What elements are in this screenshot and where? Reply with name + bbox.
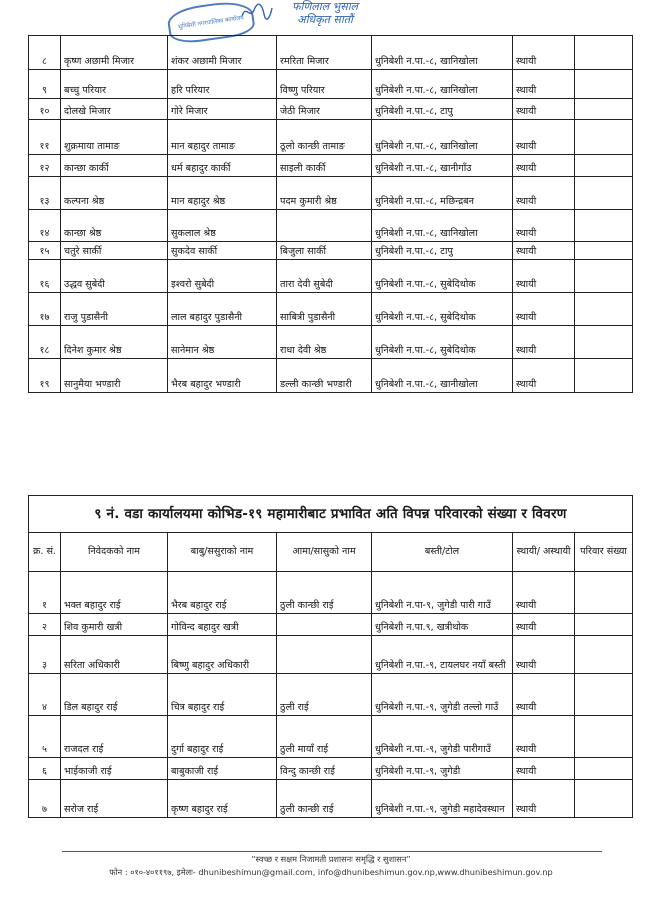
cell-count <box>575 674 633 716</box>
cell-father: धर्म बहादुर कार्की <box>168 155 277 177</box>
cell-sn: ११ <box>29 120 61 155</box>
cell-mother <box>277 614 372 636</box>
cell-status: स्थायी <box>513 780 575 818</box>
cell-address: धुनिबेशी न.पा.-९, जुगेडी तल्लो गाउँ <box>372 674 513 716</box>
table-row <box>29 70 633 99</box>
cell-status: स्थायी <box>513 155 575 177</box>
table-row <box>29 36 633 70</box>
cell-mother: विष्णु परियार <box>277 70 372 99</box>
cell-mother: राधा देवी श्रेष्ठ <box>277 326 372 359</box>
cell-name: सानुमैया भण्डारी <box>61 359 168 393</box>
cell-sn: ३ <box>29 636 61 674</box>
cell-mother: बिजुला सार्की <box>277 242 372 260</box>
cell-count <box>575 120 633 155</box>
cell-address: धुनिबेशी न.पा.-९, जुगेडी <box>372 758 513 780</box>
cell-sn: १ <box>29 572 61 614</box>
table-row <box>29 293 633 326</box>
cell-sn: ७ <box>29 780 61 818</box>
cell-status: स्थायी <box>513 260 575 293</box>
header-mother: आमा/सासुको नाम <box>277 533 372 572</box>
cell-address: धुनिबेशी न.पा.-९, जुगेडी पारीगाउँ <box>372 716 513 758</box>
cell-status: स्थायी <box>513 359 575 393</box>
header-name: निवेदकको नाम <box>61 533 168 572</box>
cell-mother: ठूलो कान्छी तामाङ <box>277 120 372 155</box>
cell-father: कृष्ण बहादुर राई <box>168 780 277 818</box>
cell-sn: २ <box>29 614 61 636</box>
cell-status: स्थायी <box>513 716 575 758</box>
cell-sn: १२ <box>29 155 61 177</box>
table-row <box>29 120 633 155</box>
cell-address: धुनिबेशी न.पा.-९, टायलघर नयाँ बस्ती <box>372 636 513 674</box>
cell-sn: १७ <box>29 293 61 326</box>
cell-father: भैरब बहादुर राई <box>168 572 277 614</box>
cell-status: स्थायी <box>513 177 575 210</box>
cell-count <box>575 155 633 177</box>
footer-slogan: “स्वच्छ र सक्षम निजामती प्रशासनः समृद्धि र सुशासन” <box>251 854 411 864</box>
cell-mother <box>277 636 372 674</box>
table-title: ९ नं. वडा कार्यालयमा कोभिड-१९ महामारीबाट प्रभावित अति विपन्न परिवारको संख्या र विवरण <box>29 496 633 533</box>
footer-divider <box>62 851 602 852</box>
cell-name: दोलखे मिजार <box>61 99 168 120</box>
table-row <box>29 674 633 716</box>
cell-address: धुनिबेशी न.पा.-८, मछिन्द्रबन <box>372 177 513 210</box>
cell-father: सुकदेव सार्की <box>168 242 277 260</box>
cell-address: धुनिबेशी न.पा-९, जुगेडी पारी गाउँ <box>372 572 513 614</box>
cell-name: भाईकाजी राई <box>61 758 168 780</box>
signature-scribble <box>240 2 274 25</box>
cell-status: स्थायी <box>513 572 575 614</box>
cell-address: धुनिबेशी न.पा.-८, टापु <box>372 242 513 260</box>
cell-mother: जेठी मिजार <box>277 99 372 120</box>
cell-count <box>575 242 633 260</box>
cell-name: उद्धव सुबेदी <box>61 260 168 293</box>
cell-mother: रमरिता मिजार <box>277 36 372 70</box>
cell-father: हरि परियार <box>168 70 277 99</box>
cell-count <box>575 326 633 359</box>
cell-sn: १८ <box>29 326 61 359</box>
cell-status: स्थायी <box>513 326 575 359</box>
cell-status: स्थायी <box>513 674 575 716</box>
cell-mother: साइली कार्की <box>277 155 372 177</box>
cell-mother: साबित्री पुडासैनी <box>277 293 372 326</box>
signature-title: अधिकृत सातौं <box>297 13 353 26</box>
cell-mother: डल्ली कान्छी भण्डारी <box>277 359 372 393</box>
cell-status: स्थायी <box>513 210 575 242</box>
table-row <box>29 99 633 120</box>
cell-status: स्थायी <box>513 636 575 674</box>
cell-status: स्थायी <box>513 614 575 636</box>
cell-count <box>575 177 633 210</box>
cell-name: भक्त बहादुर राई <box>61 572 168 614</box>
cell-count <box>575 780 633 818</box>
cell-father: भैरब बहादुर भण्डारी <box>168 359 277 393</box>
cell-father: इश्वरो सुबेदी <box>168 260 277 293</box>
cell-status: स्थायी <box>513 758 575 780</box>
table-row <box>29 260 633 293</box>
cell-count <box>575 99 633 120</box>
cell-sn: ९ <box>29 70 61 99</box>
cell-mother: तारा देवी सुबेदी <box>277 260 372 293</box>
table-row <box>29 210 633 242</box>
table-row <box>29 716 633 758</box>
cell-sn: १६ <box>29 260 61 293</box>
cell-father: दुर्गा बहादुर राई <box>168 716 277 758</box>
cell-count <box>575 36 633 70</box>
cell-sn: १५ <box>29 242 61 260</box>
cell-father: सानेमान श्रेष्ठ <box>168 326 277 359</box>
cell-father: चित्र बहादुर राई <box>168 674 277 716</box>
cell-name: चतुरे सार्की <box>61 242 168 260</box>
table-row <box>29 155 633 177</box>
cell-address: धुनिबेशी न.पा.-८, खानिखोला <box>372 120 513 155</box>
cell-name: शुक्रमाया तामाङ <box>61 120 168 155</box>
cell-status: स्थायी <box>513 70 575 99</box>
cell-count <box>575 260 633 293</box>
cell-address: धुनिबेशी न.पा.-८, सुबेदिथोक <box>372 260 513 293</box>
cell-mother: ठुली कान्छी राई <box>277 780 372 818</box>
table-row <box>29 242 633 260</box>
cell-address: धुनिबेशी न.पा.-८, खानिखोला <box>372 210 513 242</box>
cell-address: धुनिबेशी न.पा.-९, जुगेडी महादेवस्थान <box>372 780 513 818</box>
cell-address: धुनिबेशी न.पा.-८, खानीगाँउ <box>372 155 513 177</box>
cell-name: सरोज राई <box>61 780 168 818</box>
cell-name: सरिता अधिकारी <box>61 636 168 674</box>
cell-status: स्थायी <box>513 242 575 260</box>
header-count: परिवार संख्या <box>575 533 633 572</box>
cell-name: राजदल राई <box>61 716 168 758</box>
cell-mother: ठुली मायाँ राई <box>277 716 372 758</box>
table-row <box>29 758 633 780</box>
header-address: बस्ती/टोल <box>372 533 513 572</box>
cell-sn: ६ <box>29 758 61 780</box>
cell-father: लाल बहादुर पुडासैनी <box>168 293 277 326</box>
cell-count <box>575 293 633 326</box>
stamp-text: धुनिबेशी नगरपालिका कार्यालय <box>177 13 245 31</box>
cell-count <box>575 636 633 674</box>
cell-sn: ८ <box>29 36 61 70</box>
cell-address: धुनिबेशी न.पा.९, खत्रीथोक <box>372 614 513 636</box>
signature-block <box>270 0 380 34</box>
cell-status: स्थायी <box>513 293 575 326</box>
cell-count <box>575 716 633 758</box>
header-father: बाबु/ससुराको नाम <box>168 533 277 572</box>
cell-name: कृष्ण अछामी मिजार <box>61 36 168 70</box>
cell-sn: १० <box>29 99 61 120</box>
beneficiary-table-ward-8 <box>28 35 633 393</box>
cell-name: कान्छा श्रेष्ठ <box>61 210 168 242</box>
cell-count <box>575 210 633 242</box>
cell-count <box>575 359 633 393</box>
table-row <box>29 614 633 636</box>
table-row <box>29 177 633 210</box>
cell-status: स्थायी <box>513 36 575 70</box>
table-row <box>29 636 633 674</box>
cell-father: सुकलाल श्रेष्ठ <box>168 210 277 242</box>
beneficiary-table-ward-9 <box>28 495 633 818</box>
cell-sn: १३ <box>29 177 61 210</box>
table-row <box>29 572 633 614</box>
cell-sn: १४ <box>29 210 61 242</box>
cell-mother <box>277 210 372 242</box>
cell-sn: ४ <box>29 674 61 716</box>
cell-father: मान बहादुर श्रेष्ठ <box>168 177 277 210</box>
cell-name: कान्छा कार्की <box>61 155 168 177</box>
cell-count <box>575 572 633 614</box>
cell-father: शंकर अछामी मिजार <box>168 36 277 70</box>
cell-status: स्थायी <box>513 99 575 120</box>
cell-mother: ठुली कान्छी राई <box>277 572 372 614</box>
cell-mother: विन्दु कान्छी राई <box>277 758 372 780</box>
header-sn: क्र. सं. <box>29 533 61 572</box>
cell-status: स्थायी <box>513 120 575 155</box>
footer-contact: फोन : ०१०-४०११९७, इमेलः- dhunibeshimun@gmail.com, info@dhunibeshimun.gov.np,www.dhunibeshimun.gov.np <box>109 867 553 877</box>
cell-address: धुनिबेशी न.पा.-८, टापु <box>372 99 513 120</box>
cell-count <box>575 70 633 99</box>
cell-father: बिष्णु बहादुर अधिकारी <box>168 636 277 674</box>
cell-mother: ठुली राई <box>277 674 372 716</box>
cell-sn: ५ <box>29 716 61 758</box>
cell-name: डिल बहादुर राई <box>61 674 168 716</box>
table-row <box>29 780 633 818</box>
cell-father: मान बहादुर तामाङ <box>168 120 277 155</box>
cell-sn: १९ <box>29 359 61 393</box>
header-status: स्थायी/ अस्थायी <box>513 533 575 572</box>
table-row <box>29 326 633 359</box>
cell-address: धुनिबेशी न.पा.-८, सुबेदिथोक <box>372 326 513 359</box>
cell-count <box>575 614 633 636</box>
cell-name: बच्चु परियार <box>61 70 168 99</box>
cell-address: धुनिबेशी न.पा.-८, खानीखोला <box>372 359 513 393</box>
cell-father: गोरे मिजार <box>168 99 277 120</box>
table-row <box>29 359 633 393</box>
cell-address: धुनिबेशी न.पा.-८, सुबेदिथोक <box>372 293 513 326</box>
cell-father: बाबुकाजी राई <box>168 758 277 780</box>
cell-address: धुनिबेशी न.पा.-८, खानिखोला <box>372 70 513 99</box>
cell-address: धुनिबेशी न.पा.-८, खानिखोला <box>372 36 513 70</box>
cell-name: शिव कुमारी खत्री <box>61 614 168 636</box>
cell-father: गोविन्द बहादुर खत्री <box>168 614 277 636</box>
cell-name: दिनेश कुमार श्रेष्ठ <box>61 326 168 359</box>
cell-name: कल्पना श्रेष्ठ <box>61 177 168 210</box>
cell-name: राजु पुडासैनी <box>61 293 168 326</box>
cell-count <box>575 758 633 780</box>
cell-mother: पदम कुमारी श्रेष्ठ <box>277 177 372 210</box>
signature-name: फणिलाल भुसाल <box>291 0 359 13</box>
